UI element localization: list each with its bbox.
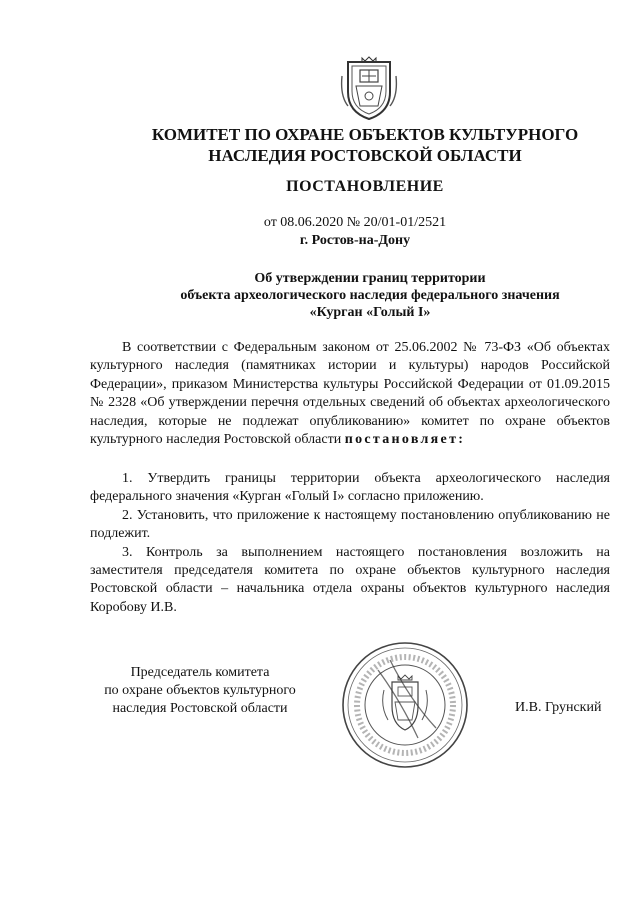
signer-name: И.В. Грунский: [515, 700, 602, 715]
subject-line-3: «Курган «Голый I»: [309, 305, 431, 320]
preamble-text: В соответствии с Федеральным законом от 25.06.2002 № 73-ФЗ «Об объектах культурного наследия (памятниках истории и культуры) народов Российской Федерации», приказом Министерства культуры Российской Федерации от 01.09.2015 № 2328 «Об утверждении перечня отдельных сведений об объектах археологического наследия, которые не подлежат опубликованию» комитет по охране объектов культурного наследия Ростовской области: [90, 340, 610, 448]
resolution-item: 2. Установить, что приложение к настоящему постановлению опубликованию не подлежит.: [90, 507, 610, 542]
signer-position-line-1: Председатель комитета: [130, 665, 270, 680]
document-city: г. Ростов-на-Дону: [299, 233, 411, 248]
signer-position: [90, 664, 310, 718]
resolution-item: 3. Контроль за выполнением настоящего постановления возложить на заместителя председателя комитета по охране объектов культурного наследия Ростовской области – начальника отдела охраны объектов культурного наследия Коробову И.В.: [90, 544, 610, 615]
resolves-word: постановляет:: [344, 432, 466, 448]
resolution-item: 1. Утвердить границы территории объекта археологического наследия федерального значения «Курган «Голый I» согласно приложению.: [90, 471, 610, 505]
subject-line-1: Об утверждении границ территории: [254, 271, 486, 286]
preamble-paragraph: [90, 339, 610, 449]
org-line-1: КОМИТЕТ ПО ОХРАНЕ ОБЪЕКТОВ КУЛЬТУРНОГО: [151, 125, 579, 144]
document-type: ПОСТАНОВЛЕНИЕ: [286, 178, 444, 195]
organization-name: [125, 124, 605, 166]
official-seal-icon: [340, 640, 470, 770]
coat-of-arms-icon: [340, 56, 398, 122]
subject-line-2: объекта археологического наследия федерального значения: [180, 288, 560, 303]
org-line-2: НАСЛЕДИЯ РОСТОВСКОЙ ОБЛАСТИ: [208, 146, 522, 165]
document-subject: [140, 270, 600, 321]
resolution-items: [90, 470, 610, 617]
signer-position-line-2: по охране объектов культурного: [104, 683, 296, 698]
document-date-number: от 08.06.2020 № 20/01-01/2521: [263, 215, 447, 230]
signer-position-line-3: наследия Ростовской области: [112, 701, 288, 716]
